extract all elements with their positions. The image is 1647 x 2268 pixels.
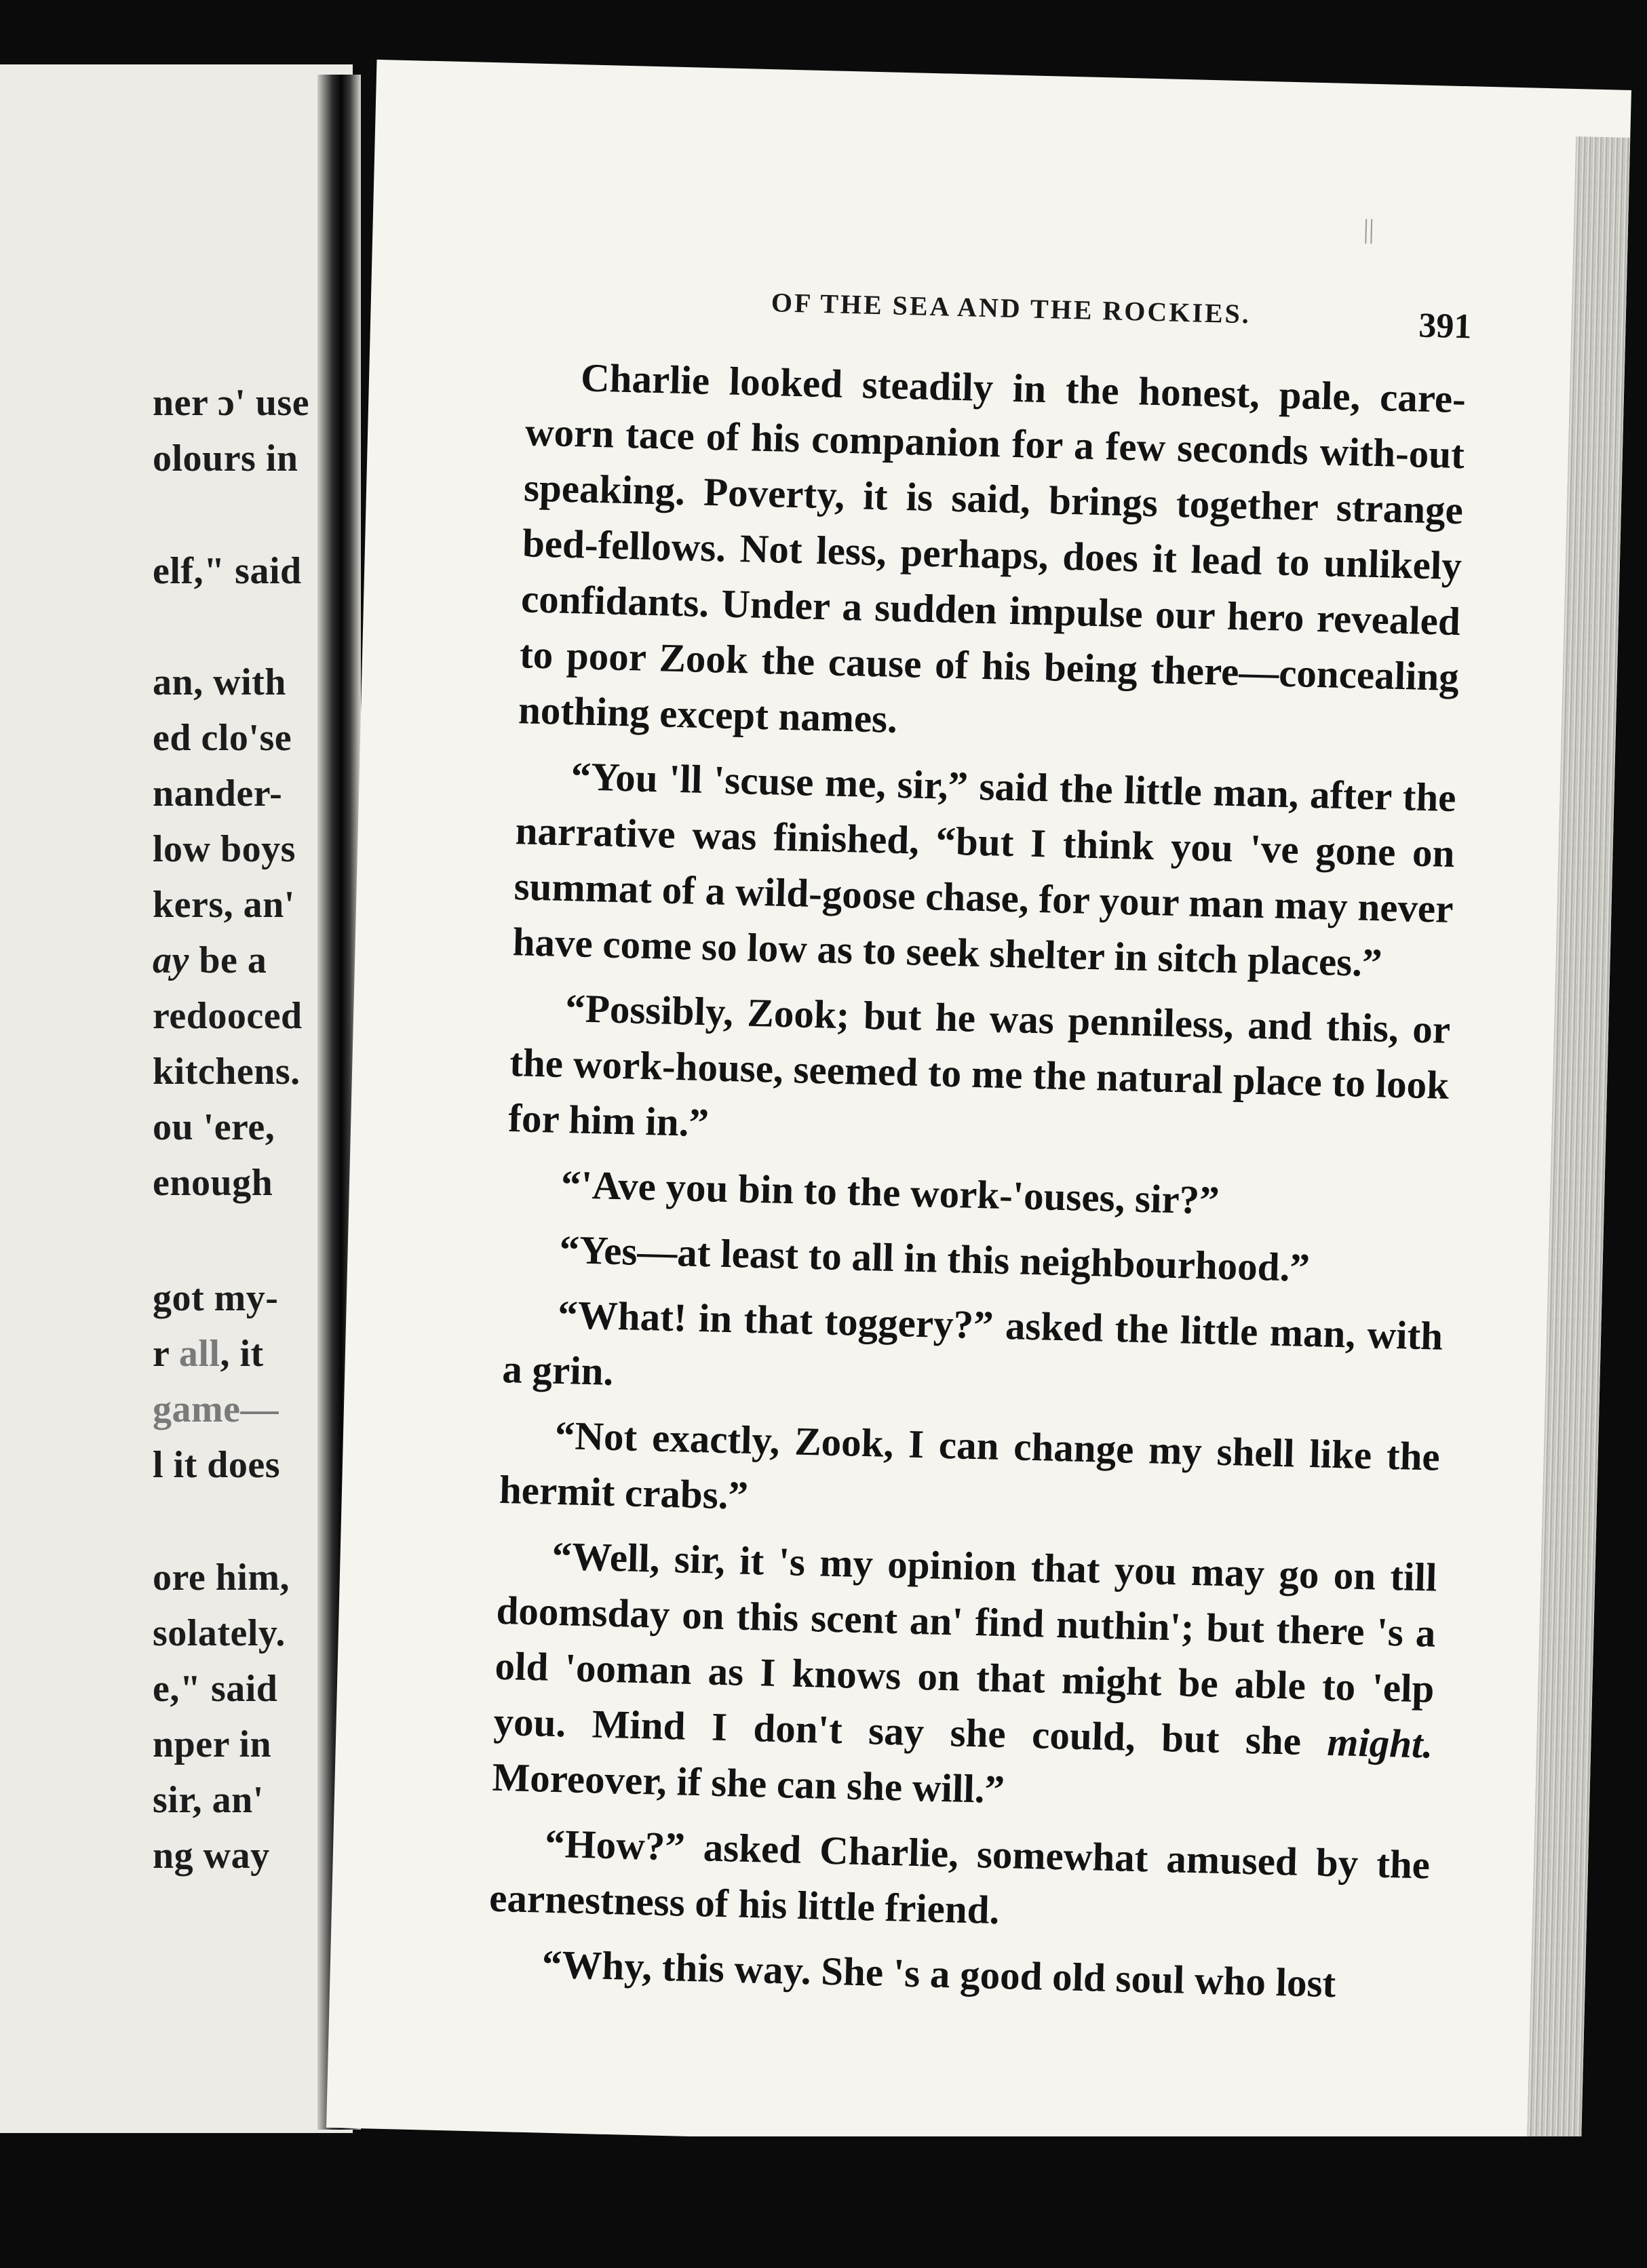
line-fragment: kitchens. xyxy=(153,1051,301,1093)
line-fragment: game— xyxy=(153,1388,279,1430)
line-fragment: solately. xyxy=(153,1612,286,1654)
previous-page-line xyxy=(153,1667,278,1710)
line-fragment: all xyxy=(178,1333,220,1375)
previous-page-line xyxy=(153,661,286,704)
line-fragment: sir, an' xyxy=(153,1779,264,1821)
previous-page-line xyxy=(153,381,310,425)
previous-page-line xyxy=(153,827,296,871)
line-fragment: ng way xyxy=(153,1835,270,1877)
line-fragment: l it does xyxy=(153,1444,281,1486)
line-fragment: elf," said xyxy=(153,550,302,592)
line-fragment: nper in xyxy=(153,1723,272,1765)
line-fragment: ou 'ere, xyxy=(153,1106,275,1148)
previous-page-line xyxy=(153,1106,275,1149)
previous-page-line xyxy=(153,1050,301,1093)
paragraph: “Why, this way. She 's a good old soul who lost xyxy=(541,1941,1336,2006)
line-fragment: kers, an' xyxy=(153,884,295,926)
previous-page-line xyxy=(153,1388,279,1431)
paragraph: “'Ave you bin to the work-'ouses, sir?” xyxy=(560,1161,1220,1223)
page-number: 391 xyxy=(1418,306,1473,347)
previous-page-line xyxy=(153,994,303,1038)
previous-page-line xyxy=(153,1556,290,1599)
previous-page-line xyxy=(153,437,298,480)
previous-page-line xyxy=(153,1778,264,1822)
paragraph: “You 'll 'scuse me, sir,” said the little man, after the narrative was finished, “but I think you 've gone on summat of a wild-goose chase, for your man may never have come so low as to seek shelter in sitch places.” xyxy=(512,754,1457,985)
previous-page-line xyxy=(153,1443,281,1487)
line-fragment: r xyxy=(153,1333,179,1375)
current-page xyxy=(326,60,1631,2158)
scan-background xyxy=(0,2136,1647,2268)
previous-page-line xyxy=(153,1276,279,1320)
previous-page-line xyxy=(153,549,302,593)
line-fragment: be a xyxy=(189,939,267,981)
previous-page-line xyxy=(153,1611,286,1655)
previous-page-line xyxy=(153,1723,272,1766)
previous-page xyxy=(0,64,353,2133)
page-edges xyxy=(1526,136,1630,2165)
line-fragment: ore him, xyxy=(153,1557,290,1599)
paragraph: “Possibly, Zook; but he was penniless, and this, or the work-house, seemed to me the natural place to look for him in.” xyxy=(507,985,1451,1146)
line-fragment: nander- xyxy=(153,773,283,815)
paragraph-text: Moreover, if she can she will.” xyxy=(491,1754,1005,1812)
line-fragment: ay xyxy=(153,939,189,981)
line-fragment: redooced xyxy=(153,995,303,1037)
running-head: OF THE SEA AND THE ROCKIES. xyxy=(771,287,1252,330)
paragraph: “Yes—at least to all in this neighbourhood.” xyxy=(558,1226,1311,1290)
line-fragment: olours in xyxy=(153,437,298,480)
previous-page-line xyxy=(153,1332,264,1375)
page-body xyxy=(487,348,1467,2022)
previous-page-line xyxy=(153,1161,273,1205)
line-fragment: low boys xyxy=(153,828,296,870)
line-fragment: got my- xyxy=(153,1277,279,1319)
paragraph-text: “Well, sir, it 's my opinion that you may go on till doomsday on this scent an' find nuthin'; but there 's a old 'ooman as I knows on that might be able to 'elp you. Mind I don't say she could, but she xyxy=(492,1533,1438,1764)
line-fragment: e," said xyxy=(153,1668,278,1710)
line-fragment: ner ɔ' use xyxy=(153,382,310,424)
paragraph xyxy=(492,1527,1438,1828)
line-fragment: an, with xyxy=(153,661,286,703)
line-fragment: , it xyxy=(220,1333,264,1375)
previous-page-line xyxy=(153,883,295,926)
previous-page-line xyxy=(153,772,283,815)
line-fragment: ed clo'se xyxy=(153,717,292,759)
margin-mark: || xyxy=(1363,213,1375,244)
previous-page-line xyxy=(153,716,292,760)
italic-word: might. xyxy=(1326,1719,1434,1767)
paragraph: “Not exactly, Zook, I can change my shell like the hermit crabs.” xyxy=(499,1412,1441,1518)
previous-page-text xyxy=(0,64,353,2133)
paragraph: “How?” asked Charlie, somewhat amused by the earnestness of his little friend. xyxy=(488,1820,1431,1933)
previous-page-line xyxy=(153,1834,270,1877)
paragraph: “What! in that toggery?” asked the little man, with a grin. xyxy=(501,1291,1443,1394)
previous-page-line xyxy=(153,939,267,982)
paragraph: Charlie looked steadily in the honest, pale, care-worn tace of his companion for a few seconds with-out speaking. Poverty, it is said, brings together strange bed-fellows. Not less, perhaps, does it lead to unlikely confidants. Under a sudden impulse our hero revealed to poor Zook the cause of his being there—concealing nothing except names. xyxy=(518,355,1467,741)
line-fragment: enough xyxy=(153,1162,273,1204)
